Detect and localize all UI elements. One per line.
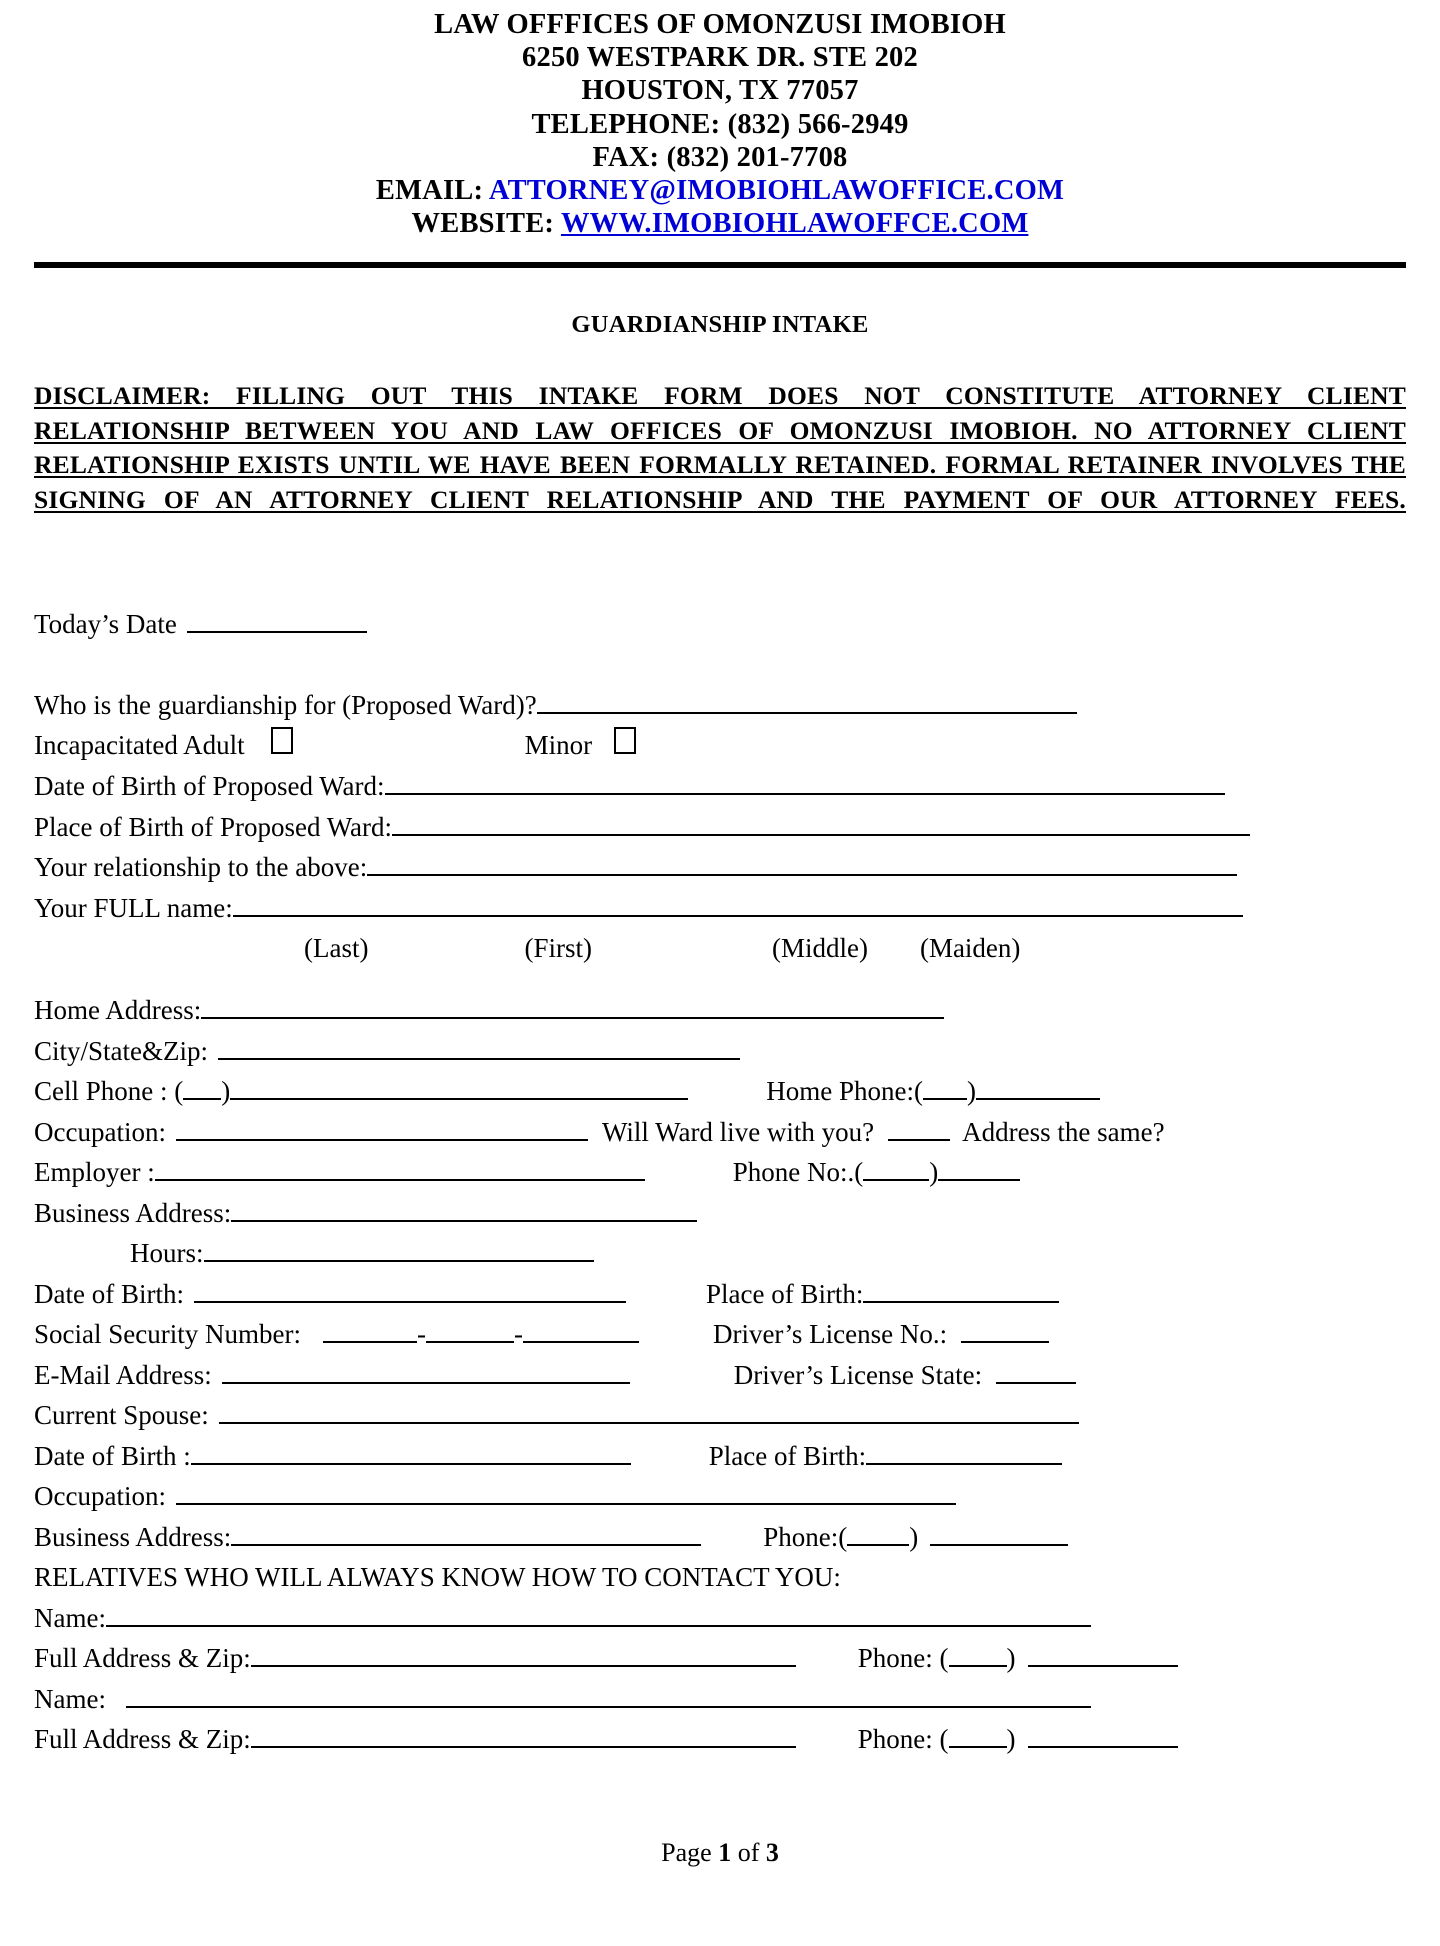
firm-email-line [34,174,1406,207]
cell-phone-areacode-input[interactable] [183,1071,221,1101]
will-ward-live-label: Will Ward live with you? [601,1116,875,1147]
page-prefix: Page [661,1838,719,1867]
dob-label: Date of Birth: [34,1278,184,1309]
blank-line [34,968,1406,990]
row-relative2-address [34,1719,1406,1760]
row-ward-dob [34,766,1406,807]
spouse-occupation-label: Occupation: [34,1481,166,1512]
relative2-address-label: Full Address & Zip: [34,1724,251,1755]
full-name-input[interactable] [233,887,1243,917]
hours-input[interactable] [204,1233,594,1263]
row-dob-pob [34,1273,1406,1314]
row-email-dl-state [34,1354,1406,1395]
dl-state-label: Driver’s License State: [733,1359,983,1390]
relative1-address-input[interactable] [251,1638,796,1668]
relatives-heading: RELATIVES WHO WILL ALWAYS KNOW HOW TO CONTACT YOU: [34,1561,841,1592]
proposed-ward-input[interactable] [537,685,1077,715]
relative1-phone-input[interactable] [1028,1638,1178,1668]
cell-phone-input[interactable] [230,1071,688,1101]
email-link[interactable]: ATTORNEY@IMOBIOHLAWOFFICE.COM [488,175,1065,207]
row-phones [34,1071,1406,1112]
relative1-phone-paren-close: ) [1006,1643,1016,1674]
spouse-dob-input[interactable] [191,1435,631,1465]
ssn-dash-2: - [513,1319,523,1350]
dl-no-label: Driver’s License No.: [712,1319,948,1350]
ssn-part3-input[interactable] [523,1314,639,1344]
minor-label: Minor [524,730,593,761]
relative1-phone-label: Phone: ( [857,1643,949,1674]
row-todays-date [34,604,1406,645]
row-proposed-ward [34,685,1406,726]
todays-date-label: Today’s Date [34,609,177,640]
name-part-labels [34,928,1406,968]
email-label: EMAIL: [375,175,489,207]
row-business-address [34,1192,1406,1233]
email-address-input[interactable] [222,1354,630,1384]
row-spouse-business-address [34,1516,1406,1557]
row-ward-type [34,725,1406,766]
ssn-label: Social Security Number: [34,1319,301,1350]
home-phone-label: Home Phone:( [766,1076,923,1107]
row-full-name [34,887,1406,928]
row-ssn-dl [34,1314,1406,1355]
employer-phone-label: Phone No:.( [732,1157,864,1188]
firm-fax: FAX: (832) 201-7708 [592,141,848,173]
business-address-label: Business Address: [34,1197,232,1228]
firm-name: LAW OFFFICES OF OMONZUSI IMOBIOH [434,9,1006,40]
home-address-label: Home Address: [34,995,202,1026]
row-employer [34,1152,1406,1193]
firm-street: 6250 WESTPARK DR. STE 202 [522,42,918,74]
spouse-business-address-label: Business Address: [34,1521,232,1552]
name-part-last: (Last) [304,932,369,963]
incapacitated-adult-checkbox[interactable] [271,727,293,754]
employer-phone-input[interactable] [938,1152,1020,1182]
spouse-phone-areacode-input[interactable] [847,1516,909,1546]
address-same-label: Address the same? [962,1116,1165,1147]
row-relationship [34,847,1406,888]
row-occupation-ward-live [34,1111,1406,1152]
cell-phone-paren-close: ) [221,1076,231,1107]
will-ward-live-input[interactable] [888,1111,950,1141]
email-address-label: E-Mail Address: [34,1359,212,1390]
row-relative1-name [34,1597,1406,1638]
city-state-zip-input[interactable] [218,1030,740,1060]
row-ward-pob [34,806,1406,847]
name-part-middle: (Middle) [771,932,868,963]
relationship-input[interactable] [367,847,1237,877]
row-current-spouse [34,1395,1406,1436]
name-part-first: (First) [524,932,592,963]
relative1-address-label: Full Address & Zip: [34,1643,251,1674]
relative2-address-input[interactable] [251,1719,796,1749]
ssn-part2-input[interactable] [426,1314,514,1344]
relative2-phone-input[interactable] [1028,1719,1178,1749]
spouse-phone-input[interactable] [930,1516,1068,1546]
employer-phone-paren-close: ) [929,1157,939,1188]
relative2-phone-paren-close: ) [1006,1724,1016,1755]
relative2-name-label: Name: [34,1683,106,1714]
city-state-zip-label: City/State&Zip: [34,1035,208,1066]
row-relatives-heading [34,1557,1406,1598]
ward-pob-input[interactable] [392,806,1250,836]
disclaimer-text: DISCLAIMER: FILLING OUT THIS INTAKE FORM DOES NOT CONSTITUTE ATTORNEY CLIENT RELATIONSHIP BETWEEN YOU AND LAW OFFICES OF OMONZUSI IMOBIOH. NO ATTORNEY CLIENT RELATIONSHIP EXISTS UNTIL WE HAVE BEEN FORMALLY RETAINED. FORMAL RETAINER INVOLVES THE SIGNING OF AN ATTORNEY CLIENT RELATIONSHIP AND THE PAYMENT OF OUR ATTORNEY FEES. [34,381,1406,514]
firm-website-line [34,207,1406,240]
page-current: 1 [718,1838,732,1867]
header-divider [34,262,1406,268]
employer-phone-areacode-input[interactable] [863,1152,929,1182]
spouse-occupation-input[interactable] [176,1476,956,1506]
row-relative2-name [34,1678,1406,1719]
relative2-phone-areacode-input[interactable] [949,1719,1007,1749]
dob-input[interactable] [194,1273,626,1303]
employer-input[interactable] [155,1152,645,1182]
page-title: GUARDIANSHIP INTAKE [571,311,869,339]
spouse-dob-label: Date of Birth : [34,1440,191,1471]
current-spouse-input[interactable] [219,1395,1079,1425]
ward-pob-label: Place of Birth of Proposed Ward: [34,811,393,842]
website-link[interactable]: WWW.IMOBIOHLAWOFFCE.COM [560,208,1029,240]
spouse-pob-label: Place of Birth: [708,1440,867,1471]
occupation-label: Occupation: [34,1116,166,1147]
minor-checkbox[interactable] [614,727,636,754]
row-home-address [34,990,1406,1031]
intake-form [34,604,1406,1760]
home-address-input[interactable] [201,990,944,1020]
employer-label: Employer : [34,1157,155,1188]
dl-state-input[interactable] [996,1354,1076,1384]
website-label: WEBSITE: [411,208,561,240]
row-spouse-dob-pob [34,1435,1406,1476]
ssn-dash-1: - [416,1319,426,1350]
relative1-name-label: Name: [34,1602,106,1633]
relative2-name-input[interactable] [126,1678,1091,1708]
row-city-state-zip [34,1030,1406,1071]
row-hours [34,1233,1406,1274]
ward-dob-input[interactable] [385,766,1225,796]
letterhead [34,0,1406,240]
spouse-pob-input[interactable] [866,1435,1062,1465]
blank-line [34,644,1406,685]
hours-label: Hours: [130,1238,204,1269]
row-relative1-address [34,1638,1406,1679]
dl-no-input[interactable] [961,1314,1049,1344]
page-middle: of [731,1838,766,1867]
current-spouse-label: Current Spouse: [34,1400,209,1431]
proposed-ward-label: Who is the guardianship for (Proposed Ward)? [34,690,537,721]
spouse-business-address-input[interactable] [231,1516,701,1546]
home-phone-paren-close: ) [966,1076,976,1107]
firm-telephone: TELEPHONE: (832) 566-2949 [531,108,909,140]
relative2-phone-label: Phone: ( [857,1724,949,1755]
firm-city-state-zip: HOUSTON, TX 77057 [581,75,859,107]
occupation-input[interactable] [176,1111,588,1141]
spouse-phone-label: Phone:( [763,1521,848,1552]
full-name-label: Your FULL name: [34,892,233,923]
home-phone-input[interactable] [976,1071,1100,1101]
business-address-input[interactable] [231,1192,697,1222]
incapacitated-adult-label: Incapacitated Adult [34,730,245,761]
cell-phone-label: Cell Phone : ( [34,1076,184,1107]
pob-label: Place of Birth: [705,1278,864,1309]
page-total: 3 [765,1838,779,1867]
name-part-maiden: (Maiden) [919,932,1021,963]
row-spouse-occupation [34,1476,1406,1517]
home-phone-areacode-input[interactable] [923,1071,967,1101]
ward-dob-label: Date of Birth of Proposed Ward: [34,771,385,802]
relationship-label: Your relationship to the above: [34,852,368,883]
todays-date-input[interactable] [187,604,367,634]
spouse-phone-paren-close: ) [909,1521,919,1552]
page-footer [0,1838,1440,1868]
pob-input[interactable] [863,1273,1059,1303]
ssn-part1-input[interactable] [323,1314,417,1344]
relative1-phone-areacode-input[interactable] [949,1638,1007,1668]
relative1-name-input[interactable] [106,1597,1091,1627]
